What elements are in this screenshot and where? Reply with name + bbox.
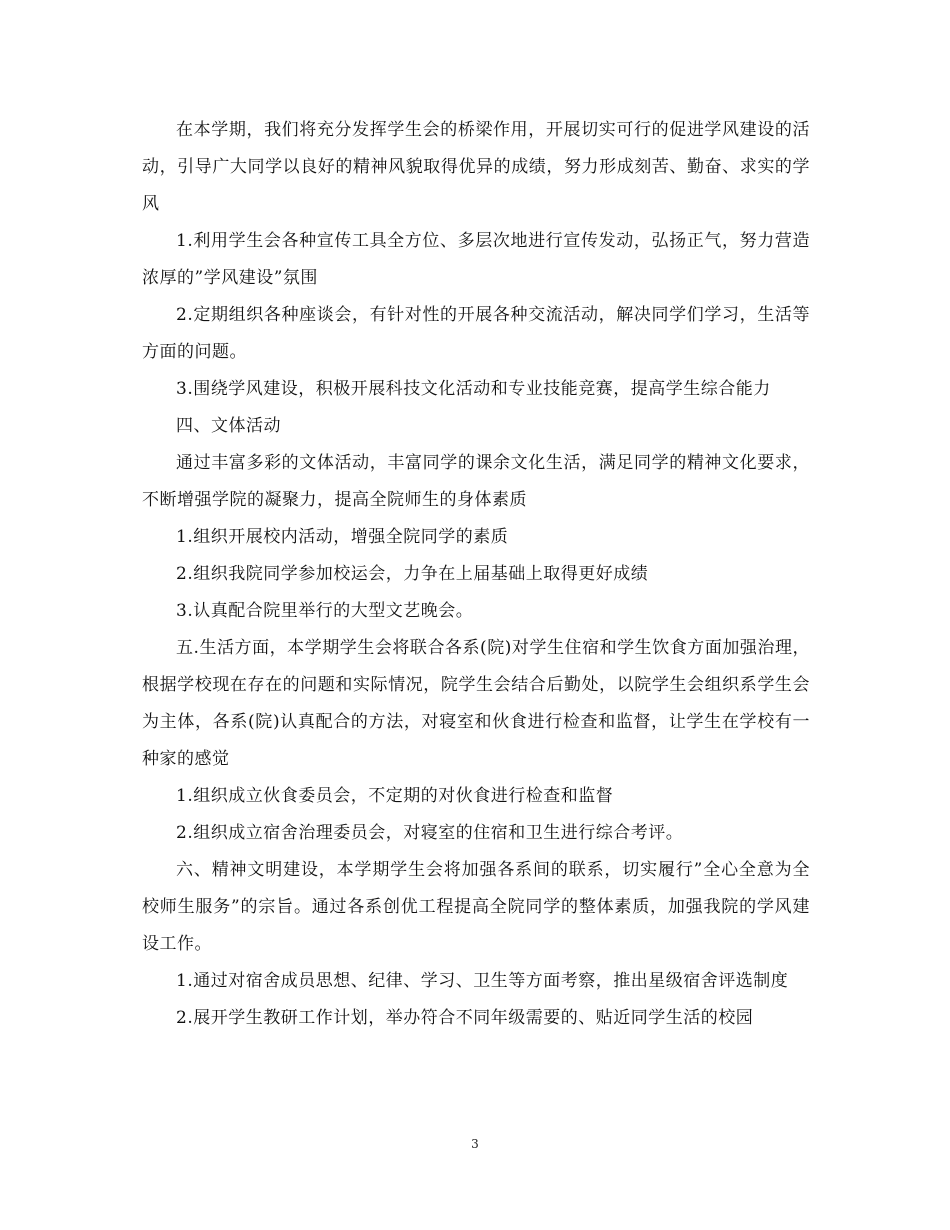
paragraph-sports-item-2: 2.组织我院同学参加校运会，力争在上届基础上取得更好成绩 bbox=[176, 564, 649, 584]
paragraph-sports-intro: 通过丰富多彩的文体活动，丰富同学的课余文化生活，满足同学的精神文化要求，不断增强学院的凝聚力，提高全院师生的身体素质 bbox=[142, 453, 810, 510]
paragraph-civilization-item-1: 1.通过对宿舍成员思想、纪律、学习、卫生等方面考察，推出星级宿舍评选制度 bbox=[176, 971, 789, 991]
paragraph-sports-item-3: 3.认真配合院里举行的大型文艺晚会。 bbox=[176, 601, 474, 621]
paragraph-civilization-intro: 六、精神文明建设，本学期学生会将加强各系间的联系，切实履行”全心全意为全校师生服务”的宗旨。通过各系创优工程提高全院同学的整体素质，加强我院的学风建设工作。 bbox=[142, 860, 810, 954]
paragraph-living-intro: 五.生活方面，本学期学生会将联合各系(院)对学生住宿和学生饮食方面加强治理，根据学校现在存在的问题和实际情况，院学生会结合后勤处，以院学生会组织系学生会为主体，各系(院)认真配合的方法，对寝室和伙食进行检查和监督，让学生在学校有一种家的感觉 bbox=[142, 638, 810, 769]
page-number: 3 bbox=[471, 1137, 479, 1151]
paragraph-sports-item-1: 1.组织开展校内活动，增强全院同学的素质 bbox=[176, 527, 509, 547]
paragraph-study-item-2: 2.定期组织各种座谈会，有针对性的开展各种交流活动，解决同学们学习，生活等方面的问题。 bbox=[142, 305, 810, 362]
paragraph-civilization-item-2: 2.展开学生教研工作计划，举办符合不同年级需要的、贴近同学生活的校园 bbox=[176, 1008, 754, 1028]
paragraph-living-item-1: 1.组织成立伙食委员会，不定期的对伙食进行检查和监督 bbox=[176, 786, 614, 806]
paragraph-study-item-3: 3.围绕学风建设，积极开展科技文化活动和专业技能竞赛，提高学生综合能力 bbox=[176, 379, 771, 399]
section-heading-sports: 四、文体活动 bbox=[176, 416, 281, 436]
paragraph-study-intro: 在本学期，我们将充分发挥学生会的桥梁作用，开展切实可行的促进学风建设的活动，引导广大同学以良好的精神风貌取得优异的成绩，努力形成刻苦、勤奋、求实的学风 bbox=[142, 120, 810, 214]
paragraph-study-item-1: 1.利用学生会各种宣传工具全方位、多层次地进行宣传发动，弘扬正气，努力营造浓厚的”学风建设”氛围 bbox=[142, 231, 810, 288]
document-body bbox=[142, 112, 810, 1037]
paragraph-living-item-2: 2.组织成立宿舍治理委员会，对寝室的住宿和卫生进行综合考评。 bbox=[176, 823, 684, 843]
